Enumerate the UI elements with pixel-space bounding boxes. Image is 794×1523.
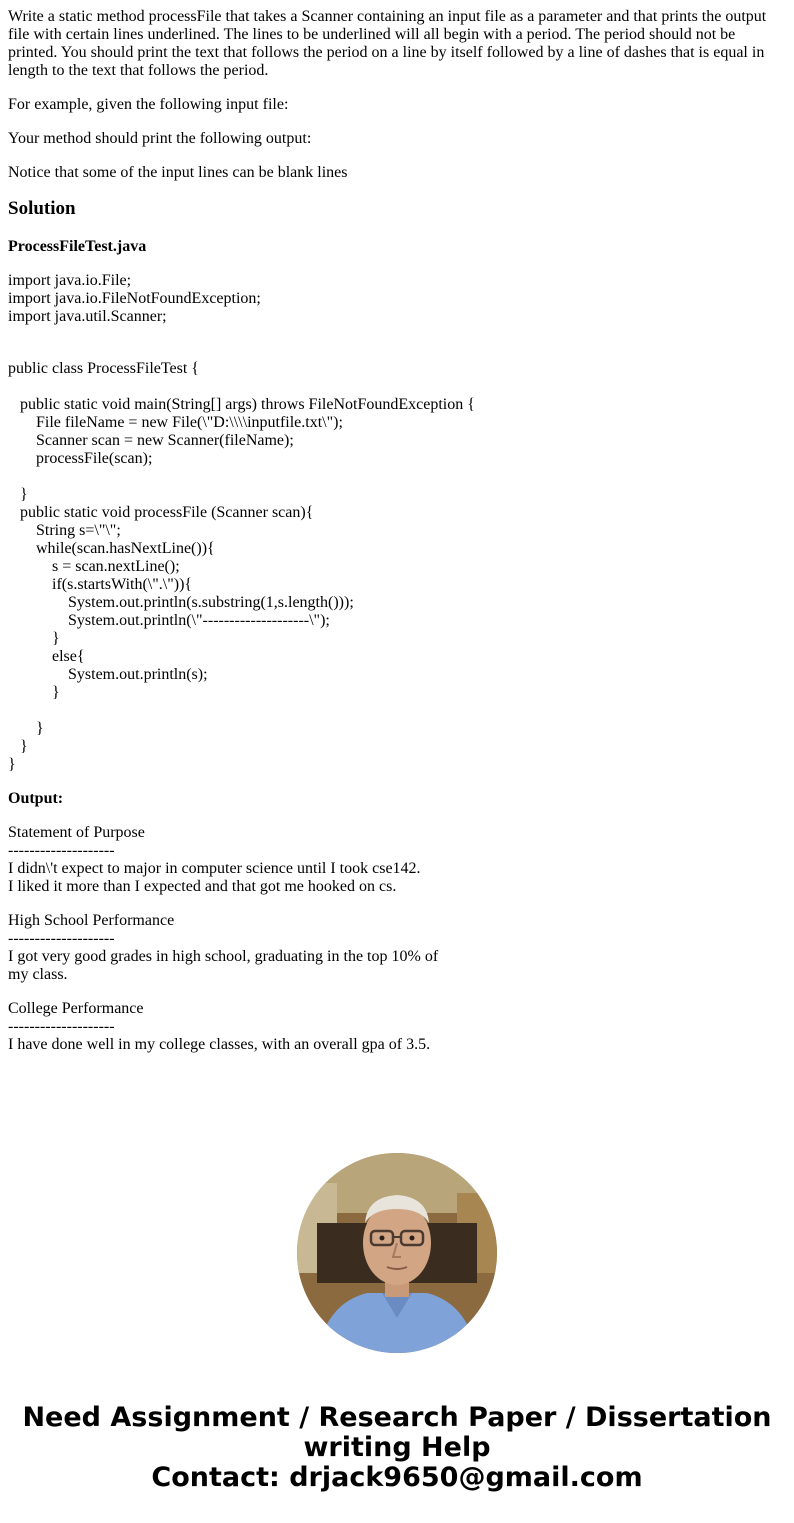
- output-block-college: College Performance -------------------- I have done well in my college classes, with an overall gpa of 3.5.: [8, 1000, 431, 1053]
- question-paragraph-1: Write a static method processFile that takes a Scanner containing an input file as a parameter and that prints the output file with certain lines underlined. The lines to be underlined will all begin with a period. The period should not be printed. You should print the text that follows the period on a line by itself followed by a line of dashes that is equal in length to the text that follows the period.: [8, 8, 767, 79]
- document-body: [8, 8, 778, 1070]
- solution-heading: Solution: [8, 198, 76, 219]
- solution-filename: ProcessFileTest.java: [8, 238, 147, 255]
- question-paragraph-2: For example, given the following input file:: [8, 96, 289, 113]
- output-block-high-school: High School Performance -------------------- I got very good grades in high school, graduating in the top 10% of my class.: [8, 912, 439, 983]
- output-label: Output:: [8, 790, 64, 807]
- question-paragraph-4: Notice that some of the input lines can be blank lines: [8, 164, 348, 181]
- footer-line-2: writing Help: [303, 1432, 491, 1463]
- person-photo-icon: [297, 1153, 497, 1353]
- footer-line-1: Need Assignment / Research Paper / Dissertation: [22, 1402, 772, 1433]
- code-imports: import java.io.File; import java.io.FileNotFoundException; import java.util.Scanner;: [8, 272, 261, 325]
- footer-contact: Contact: drjack9650@gmail.com: [151, 1462, 643, 1493]
- code-class-body: public class ProcessFileTest { public static void main(String[] args) throws FileNotFoundException { File fileName = new File(\"D:\\\\inputfile.txt\"); Scanner scan = new Scanner(fileName); processFile(scan); } public static void processFile (Scanner scan){ String s=\"\"; while(scan.hasNextLine()){ s = scan.nextLine(); if(s.startsWith(\".\")){ System.out.println(s.substring(1,s.length())); System.out.println(\"--------------------\"); } else{ System.out.println(s); } } } }: [8, 360, 475, 773]
- output-block-statement: Statement of Purpose -------------------- I didn\'t expect to major in computer science until I took cse142. I liked it more than I expected and that got me hooked on cs.: [8, 824, 421, 895]
- footer-banner: [0, 1403, 794, 1493]
- question-paragraph-3: Your method should print the following output:: [8, 130, 312, 147]
